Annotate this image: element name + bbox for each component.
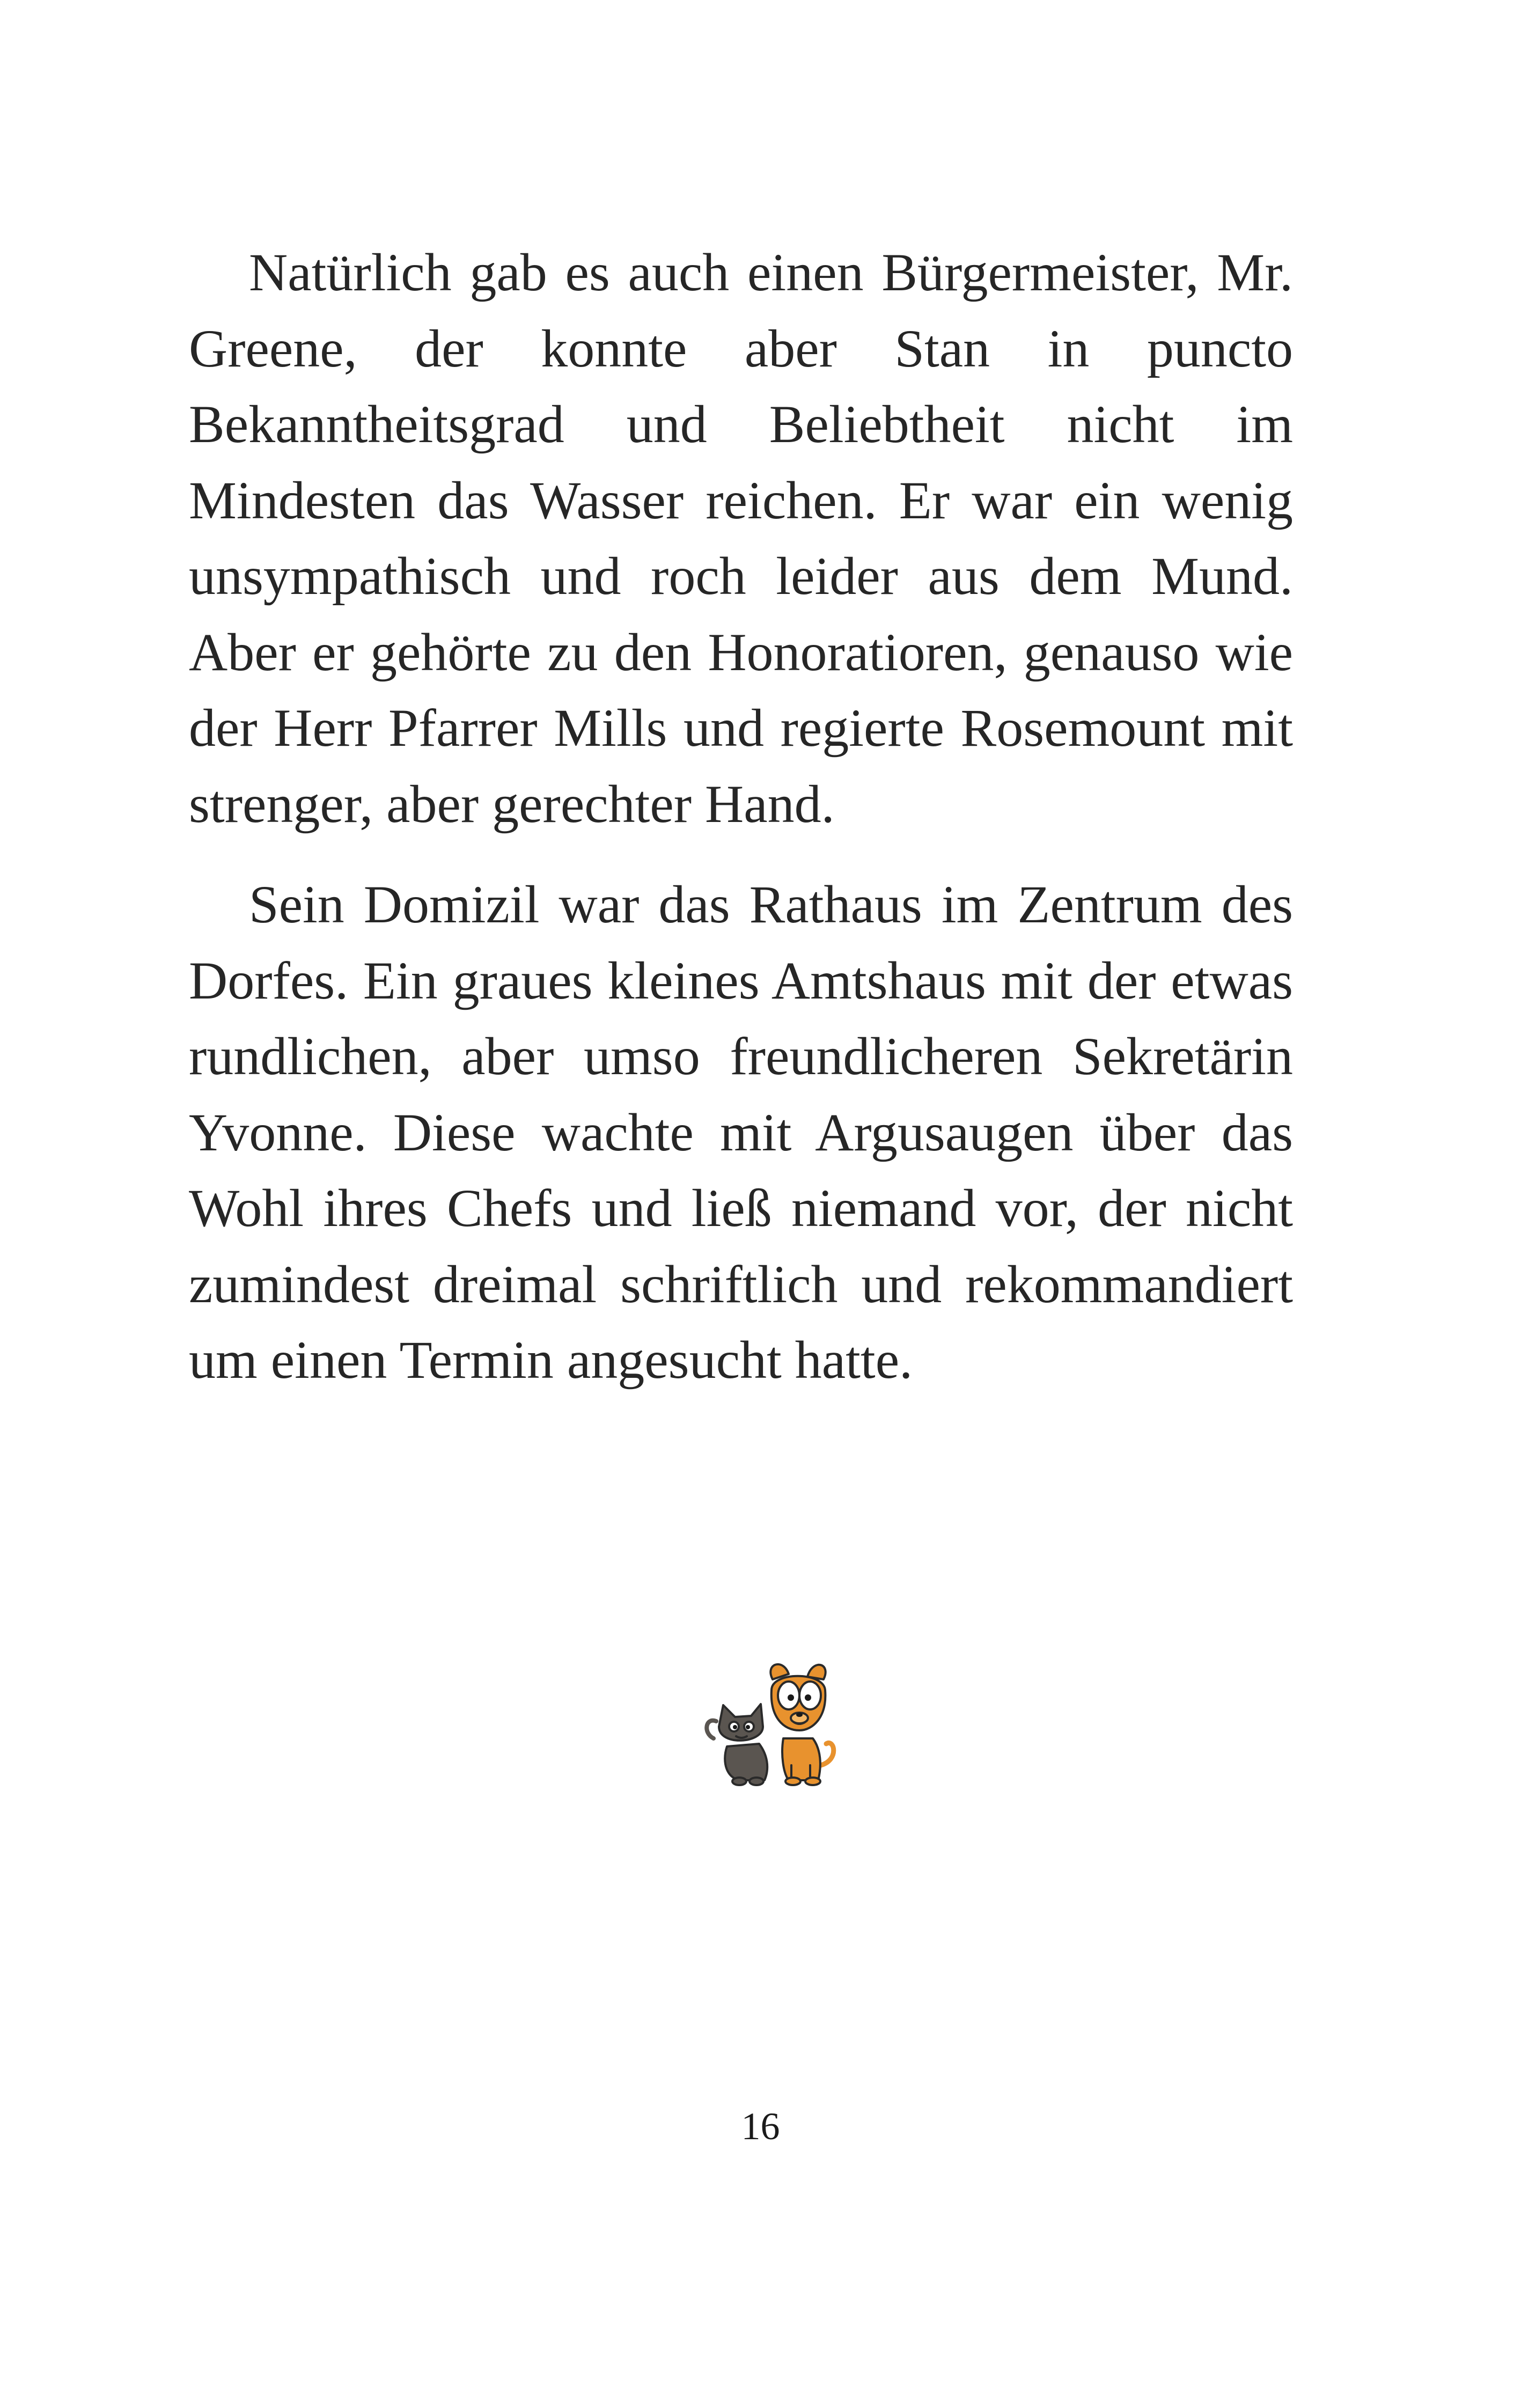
paragraph-1: Natürlich gab es auch einen Bürgermeister, Mr. Greene, der konnte aber Stan in puncto Bekanntheitsgrad und Beliebtheit nicht im Mindesten das Wasser reichen. Er war ein wenig unsympathisch und roch leider aus dem Mund. Aber er gehörte zu den Honoratioren, genauso wie der Herr Pfarrer Mills und regierte Rosemount mit strenger, aber gerechter Hand. (189, 243, 1293, 834)
body-text (189, 234, 1293, 1398)
paragraph-2: Sein Domizil war das Rathaus im Zentrum des Dorfes. Ein graues kleines Amtshaus mit der etwas rundlichen, aber umso freundlicheren Sekretärin Yvonne. Diese wachte mit Argusaugen über das Wohl ihres Chefs und ließ niemand vor, der nicht zumindest dreimal schriftlich und rekommandiert um einen Termin angesucht hatte. (189, 875, 1293, 1390)
cat-icon (707, 1704, 767, 1785)
cat-and-dog-illustration-icon (703, 1658, 848, 1787)
page-number: 16 (741, 2105, 780, 2148)
dog-icon (770, 1664, 833, 1785)
